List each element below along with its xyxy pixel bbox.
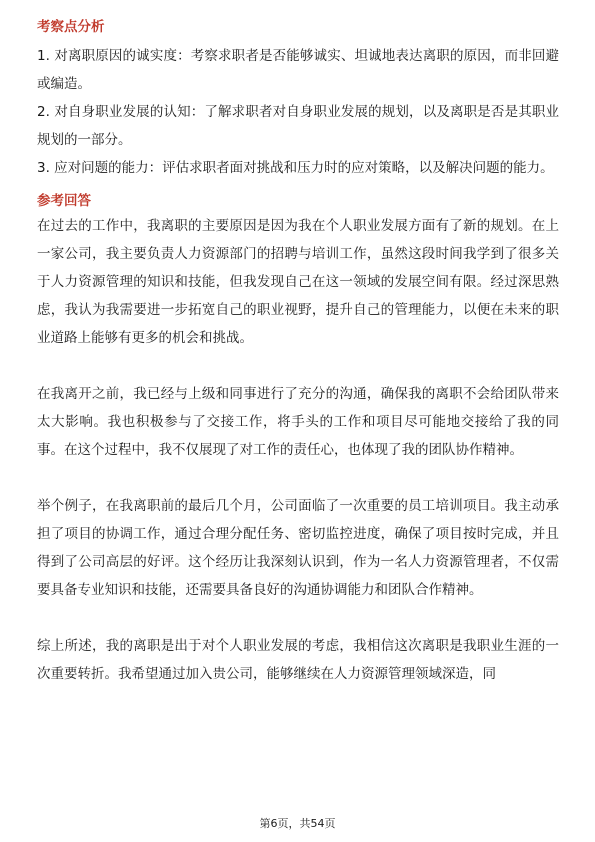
analysis-item-1: 1. 对离职原因的诚实度：考察求职者是否能够诚实、坦诚地表达离职的原因，而非回避或编造。 <box>37 48 559 92</box>
analysis-item-2: 2. 对自身职业发展的认知：了解求职者对自身职业发展的规划，以及离职是否是其职业规划的一部分。 <box>37 104 559 148</box>
section-heading-analysis: 考察点分析 <box>37 19 105 35</box>
answer-paragraph-3: 举个例子，在我离职前的最后几个月，公司面临了一次重要的员工培训项目。我主动承担了项目的协调工作，通过合理分配任务、密切监控进度，确保了项目按时完成，并且得到了公司高层的好评。这个经历让我深刻认识到，作为一名人力资源管理者，不仅需要具备专业知识和技能，还需要具备良好的沟通协调能力和团队合作精神。 <box>37 498 559 598</box>
analysis-item-3: 3. 应对问题的能力：评估求职者面对挑战和压力时的应对策略，以及解决问题的能力。 <box>37 160 554 176</box>
section-heading-answer: 参考回答 <box>37 193 91 209</box>
answer-paragraph-2: 在我离开之前，我已经与上级和同事进行了充分的沟通，确保我的离职不会给团队带来太大影响。我也积极参与了交接工作，将手头的工作和项目尽可能地交接给了我的同事。在这个过程中，我不仅展现了对工作的责任心，也体现了我的团队协作精神。 <box>37 386 559 458</box>
page-content <box>37 16 559 688</box>
page-number-footer: 第6页，共54页 <box>259 817 336 830</box>
answer-paragraph-4: 综上所述，我的离职是出于对个人职业发展的考虑，我相信这次离职是我职业生涯的一次重要转折。我希望通过加入贵公司，能够继续在人力资源管理领域深造，同 <box>37 638 559 682</box>
answer-paragraph-1: 在过去的工作中，我离职的主要原因是因为我在个人职业发展方面有了新的规划。在上一家公司，我主要负责人力资源部门的招聘与培训工作，虽然这段时间我学到了很多关于人力资源管理的知识和技能，但我发现自己在这一领域的发展空间有限。经过深思熟虑，我认为我需要进一步拓宽自己的职业视野，提升自己的管理能力，以便在未来的职业道路上能够有更多的机会和挑战。 <box>37 218 559 346</box>
